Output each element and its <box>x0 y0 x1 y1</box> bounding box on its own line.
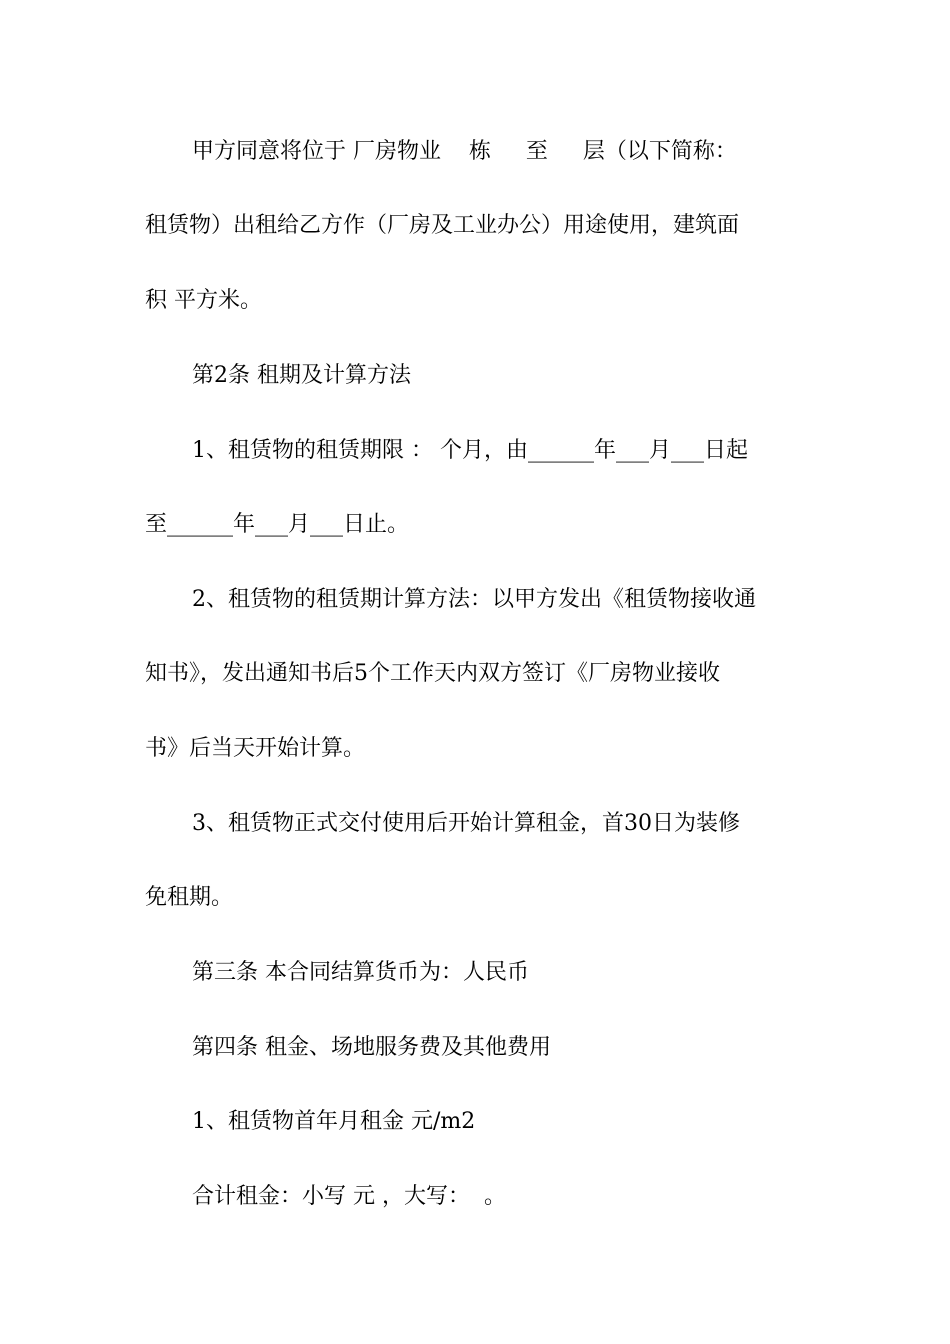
paragraph-line: 3、租赁物正式交付使用后开始计算租金，首30日为装修 <box>192 811 740 836</box>
paragraph-line: 2、租赁物的租赁期计算方法：以甲方发出《租赁物接收通 <box>192 587 756 612</box>
paragraph-line: 书》后当天开始计算。 <box>145 736 366 761</box>
paragraph-line: 1、租赁物的租赁期限 ： 个月，由______年___月___日起 <box>192 438 748 463</box>
paragraph-line: 至______年___月___日止。 <box>145 512 410 537</box>
paragraph-line: 甲方同意将位于 厂房物业 栋 至 层（以下简称： <box>192 139 737 164</box>
paragraph-line: 租赁物）出租给乙方作（厂房及工业办公）用途使用，建筑面 <box>145 213 740 238</box>
section-heading: 第2条 租期及计算方法 <box>192 363 411 388</box>
paragraph-line: 积 平方米。 <box>145 288 262 313</box>
paragraph-line: 合计租金：小写 元 ，大写： 。 <box>192 1184 506 1209</box>
section-heading: 第三条 本合同结算货币为：人民币 <box>192 960 529 985</box>
section-heading: 第四条 租金、场地服务费及其他费用 <box>192 1035 551 1060</box>
paragraph-line: 知书》，发出通知书后5个工作天内双方签订《厂房物业接收 <box>145 661 720 686</box>
paragraph-line: 1、租赁物首年月租金 元/m2 <box>192 1109 476 1134</box>
paragraph-line: 免租期。 <box>145 885 234 910</box>
